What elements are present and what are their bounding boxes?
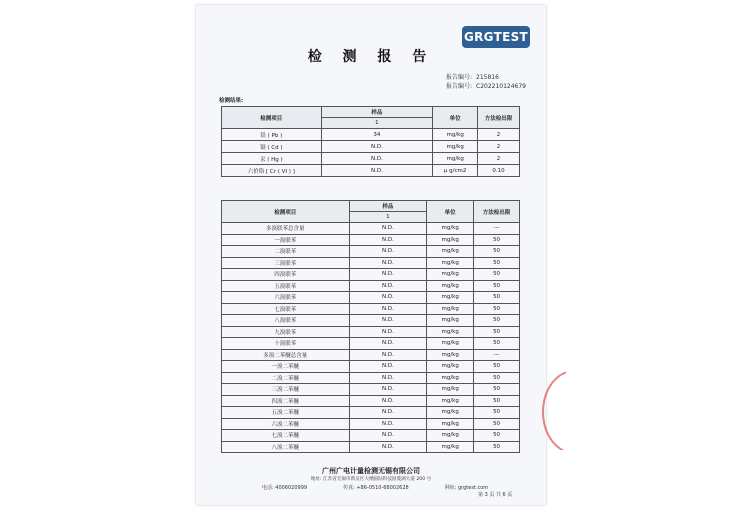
table-row (222, 165, 520, 177)
cell-unit: mg/kg (427, 303, 474, 315)
cell-unit: mg/kg (433, 141, 478, 153)
cell-item: 九溴联苯 (222, 326, 350, 338)
table-row (222, 141, 520, 153)
meta-value: 215816 (476, 74, 499, 81)
header-item: 检测项目 (222, 201, 350, 223)
cell-unit: mg/kg (427, 372, 474, 384)
cell-item: 十溴联苯 (222, 338, 350, 350)
report-title: 检 测 报 告 (307, 49, 435, 65)
header-sample-no: 1 (321, 118, 433, 129)
results-table-pbb-pbde (221, 200, 520, 453)
cell-item: 六溴联苯 (222, 292, 350, 304)
cell-value: N.D. (349, 292, 427, 304)
cell-limit: 2 (478, 141, 520, 153)
cell-unit: mg/kg (433, 129, 478, 141)
cell-limit: 2 (478, 129, 520, 141)
table-row (222, 269, 520, 281)
cell-value: N.D. (349, 257, 427, 269)
cell-item: 六价铬 [ Cr ( VI ) ] (222, 165, 322, 177)
table-row (222, 395, 520, 407)
meta-value: C202210124679 (476, 83, 526, 90)
meta-label: 报告编号: (445, 83, 472, 90)
cell-limit: 50 (474, 280, 520, 292)
cell-value: N.D. (349, 407, 427, 419)
table-row (222, 338, 520, 350)
cell-item: 二溴联苯 (222, 246, 350, 258)
footer-web: 网址: grgtest.com (444, 485, 489, 491)
cell-item: 三溴二苯醚 (222, 384, 350, 396)
cell-item: 四溴二苯醚 (222, 395, 350, 407)
section-label: 检测结果: (219, 98, 244, 104)
cell-limit: 50 (474, 418, 520, 430)
header-unit: 单位 (427, 201, 474, 223)
official-seal (538, 370, 566, 450)
cell-unit: mg/kg (427, 418, 474, 430)
table-row (222, 223, 520, 235)
cell-limit: 0.10 (478, 165, 520, 177)
table-row (222, 280, 520, 292)
table-row (222, 129, 520, 141)
cell-item: 七溴联苯 (222, 303, 350, 315)
cell-value: N.D. (349, 280, 427, 292)
cell-item: 铅 ( Pb ) (222, 129, 322, 141)
cell-value: N.D. (349, 418, 427, 430)
cell-value: N.D. (349, 315, 427, 327)
cell-limit: 50 (474, 338, 520, 350)
cell-value: N.D. (349, 303, 427, 315)
cell-item: 二溴二苯醚 (222, 372, 350, 384)
cell-value: N.D. (349, 384, 427, 396)
cell-limit: 50 (474, 315, 520, 327)
cell-limit: --- (474, 223, 520, 235)
cell-unit: mg/kg (427, 407, 474, 419)
cell-value: N.D. (349, 269, 427, 281)
cell-limit: 50 (474, 257, 520, 269)
cell-value: N.D. (349, 223, 427, 235)
header-sample-no: 1 (349, 212, 427, 223)
cell-unit: mg/kg (427, 292, 474, 304)
cell-value: N.D. (349, 246, 427, 258)
table-row (222, 292, 520, 304)
header-sample: 样品 (349, 201, 427, 212)
cell-unit: mg/kg (427, 234, 474, 246)
header-limit: 方法检出限 (478, 107, 520, 129)
cell-limit: 50 (474, 269, 520, 281)
table-row (222, 418, 520, 430)
cell-limit: 50 (474, 441, 520, 453)
cell-unit: mg/kg (427, 361, 474, 373)
cell-item: 一溴二苯醚 (222, 361, 350, 373)
table-row (222, 246, 520, 258)
table-row (222, 407, 520, 419)
cell-item: 七溴二苯醚 (222, 430, 350, 442)
meta-label: 报告编号: (445, 74, 472, 81)
page-number: 第 3 页 共 6 页 (478, 492, 513, 498)
cell-value: N.D. (349, 234, 427, 246)
table-row (222, 153, 520, 165)
cell-item: 五溴联苯 (222, 280, 350, 292)
cell-limit: 50 (474, 407, 520, 419)
cell-value: N.D. (349, 430, 427, 442)
table-row (222, 441, 520, 453)
cell-item: 多溴二苯醚总含量 (222, 349, 350, 361)
cell-item: 四溴联苯 (222, 269, 350, 281)
cell-unit: mg/kg (427, 395, 474, 407)
cell-limit: 50 (474, 292, 520, 304)
cell-value: N.D. (349, 361, 427, 373)
cell-limit: --- (474, 349, 520, 361)
cell-value: N.D. (349, 338, 427, 350)
cell-value: N.D. (349, 326, 427, 338)
cell-item: 八溴二苯醚 (222, 441, 350, 453)
footer-address: 地址: 江苏省无锡市新吴区大纲国际科技园菱湖大道 200 号 (310, 477, 432, 482)
footer-company: 广州广电计量检测无锡有限公司 (322, 467, 420, 475)
cell-unit: mg/kg (427, 223, 474, 235)
cell-limit: 50 (474, 430, 520, 442)
cell-unit: mg/kg (427, 338, 474, 350)
footer-fax: 传真: +86-0510-68002628 (343, 485, 409, 491)
table-row (222, 430, 520, 442)
cell-limit: 50 (474, 384, 520, 396)
cell-item: 八溴联苯 (222, 315, 350, 327)
cell-unit: mg/kg (427, 269, 474, 281)
cell-value: N.D. (349, 395, 427, 407)
seal-ring (542, 370, 566, 450)
results-table-metals (221, 106, 520, 177)
cell-unit: mg/kg (433, 153, 478, 165)
cell-limit: 50 (474, 234, 520, 246)
cell-item: 三溴联苯 (222, 257, 350, 269)
header-unit: 单位 (433, 107, 478, 129)
table-row (222, 315, 520, 327)
table-row (222, 384, 520, 396)
footer-contact (262, 484, 524, 491)
meta-line-2 (440, 81, 526, 90)
meta-line-1 (440, 72, 499, 81)
header-sample: 样品 (321, 107, 433, 118)
cell-value: N.D. (349, 349, 427, 361)
cell-limit: 50 (474, 395, 520, 407)
cell-item: 镉 ( Cd ) (222, 141, 322, 153)
cell-item: 汞 ( Hg ) (222, 153, 322, 165)
cell-limit: 2 (478, 153, 520, 165)
cell-limit: 50 (474, 361, 520, 373)
cell-unit: mg/kg (427, 349, 474, 361)
footer-phone: 电话: 4006020999 (262, 485, 308, 491)
table-row (222, 303, 520, 315)
cell-item: 五溴二苯醚 (222, 407, 350, 419)
grgtest-logo: GRGTEST (462, 26, 530, 48)
cell-limit: 50 (474, 372, 520, 384)
cell-unit: mg/kg (427, 384, 474, 396)
header-limit: 方法检出限 (474, 201, 520, 223)
table-row (222, 361, 520, 373)
cell-item: 一溴联苯 (222, 234, 350, 246)
cell-unit: mg/kg (427, 280, 474, 292)
cell-value: N.D. (321, 165, 433, 177)
cell-unit: mg/kg (427, 326, 474, 338)
table-row (222, 326, 520, 338)
cell-value: N.D. (349, 372, 427, 384)
table-row (222, 349, 520, 361)
cell-unit: mg/kg (427, 430, 474, 442)
cell-unit: mg/kg (427, 257, 474, 269)
table-row (222, 372, 520, 384)
cell-item: 多溴联苯总含量 (222, 223, 350, 235)
cell-limit: 50 (474, 326, 520, 338)
cell-limit: 50 (474, 246, 520, 258)
table-row (222, 234, 520, 246)
table-row (222, 257, 520, 269)
cell-value: N.D. (321, 141, 433, 153)
cell-unit: μ g/cm2 (433, 165, 478, 177)
cell-value: N.D. (349, 441, 427, 453)
cell-value: 34 (321, 129, 433, 141)
header-item: 检测项目 (222, 107, 322, 129)
cell-unit: mg/kg (427, 315, 474, 327)
cell-limit: 50 (474, 303, 520, 315)
cell-value: N.D. (321, 153, 433, 165)
cell-item: 六溴二苯醚 (222, 418, 350, 430)
cell-unit: mg/kg (427, 246, 474, 258)
cell-unit: mg/kg (427, 441, 474, 453)
